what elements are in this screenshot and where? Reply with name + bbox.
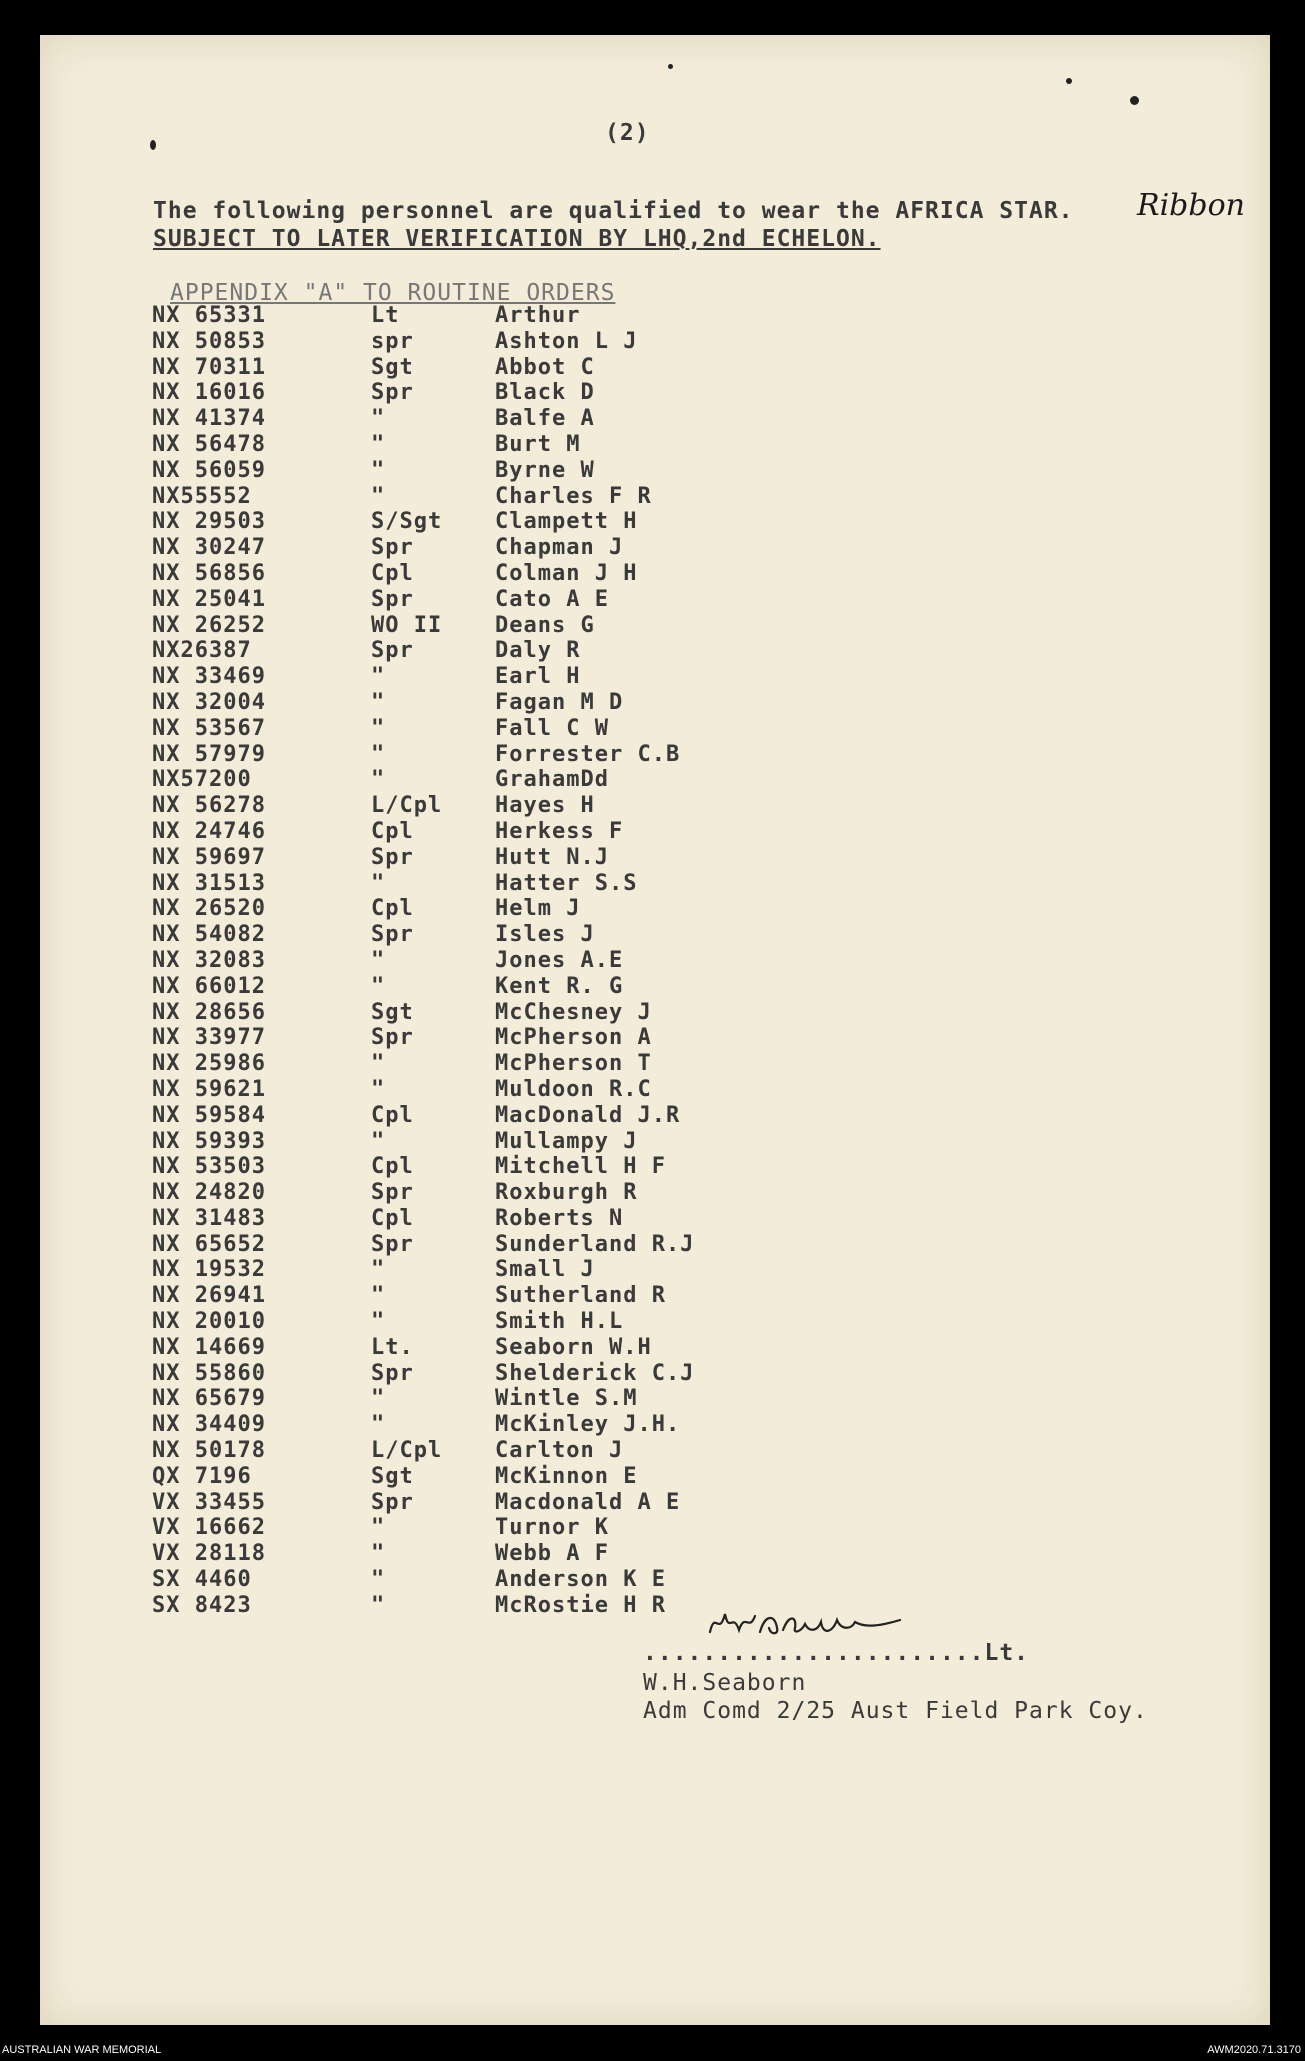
service-number: NX 32083 xyxy=(152,947,266,973)
person-name: Hayes H xyxy=(495,793,595,819)
personnel-row xyxy=(152,664,795,690)
personnel-row xyxy=(152,1541,795,1567)
service-number: NX 53503 xyxy=(152,1154,266,1180)
service-number: NX 55860 xyxy=(152,1360,266,1386)
rank: " xyxy=(371,1541,386,1567)
personnel-row xyxy=(152,1051,795,1077)
person-name: Small J xyxy=(495,1257,595,1283)
person-name: McPherson A xyxy=(495,1025,652,1051)
personnel-row xyxy=(152,922,795,948)
service-number: NX 14669 xyxy=(152,1334,266,1360)
rank: " xyxy=(371,1386,386,1412)
rank: S/Sgt xyxy=(371,509,443,535)
service-number: VX 16662 xyxy=(152,1515,266,1541)
personnel-row xyxy=(152,1386,795,1412)
person-name: Herkess F xyxy=(495,818,624,844)
person-name: Roxburgh R xyxy=(495,1180,638,1206)
service-number: VX 28118 xyxy=(152,1541,266,1567)
person-name: Jones A.E xyxy=(495,947,624,973)
rank: Sgt xyxy=(371,999,414,1025)
service-number: NX 30247 xyxy=(152,535,266,561)
rank: Lt xyxy=(371,303,400,328)
ink-speck xyxy=(150,140,156,150)
signature xyxy=(705,1602,905,1647)
rank: " xyxy=(371,1128,386,1154)
rank: Spr xyxy=(371,1025,414,1051)
rank: Spr xyxy=(371,1231,414,1257)
service-number: NX 33469 xyxy=(152,664,266,690)
personnel-row xyxy=(152,1257,795,1283)
service-number: NX 59697 xyxy=(152,844,266,870)
person-name: Seaborn W.H xyxy=(495,1334,652,1360)
intro-line-1: The following personnel are qualified to wear the AFRICA STAR. xyxy=(153,198,1074,224)
ink-speck xyxy=(1066,78,1072,84)
service-number: NX55552 xyxy=(152,483,252,509)
rank: " xyxy=(371,973,386,999)
ink-speck xyxy=(1130,96,1139,105)
service-number: NX 59393 xyxy=(152,1128,266,1154)
service-number: SX 4460 xyxy=(152,1567,252,1593)
rank: Sgt xyxy=(371,1463,414,1489)
personnel-row xyxy=(152,948,795,974)
ink-speck xyxy=(668,64,673,69)
person-name: Fall C W xyxy=(495,715,609,741)
service-number: NX 41374 xyxy=(152,406,266,432)
personnel-row xyxy=(152,767,795,793)
rank: " xyxy=(371,664,386,690)
rank: Spr xyxy=(371,922,414,948)
rank: Spr xyxy=(371,535,414,561)
service-number: NX 26941 xyxy=(152,1283,266,1309)
rank: " xyxy=(371,1051,386,1077)
rank: " xyxy=(371,457,386,483)
rank: " xyxy=(371,947,386,973)
service-number: NX 28656 xyxy=(152,999,266,1025)
person-name: Mullampy J xyxy=(495,1128,638,1154)
handwritten-note: Ribbon xyxy=(1137,188,1245,223)
rank: " xyxy=(371,1592,386,1618)
personnel-list xyxy=(152,303,795,1619)
rank: " xyxy=(371,715,386,741)
personnel-row xyxy=(152,819,795,845)
person-name: Deans G xyxy=(495,612,595,638)
personnel-row xyxy=(152,690,795,716)
person-name: Helm J xyxy=(495,896,581,922)
person-name: Turnor K xyxy=(495,1515,609,1541)
person-name: GrahamDd xyxy=(495,767,609,793)
person-name: Webb A F xyxy=(495,1541,609,1567)
rank: Cpl xyxy=(371,1205,414,1231)
service-number: NX 24820 xyxy=(152,1180,266,1206)
rank: " xyxy=(371,406,386,432)
person-name: Macdonald A E xyxy=(495,1489,681,1515)
service-number: NX 16016 xyxy=(152,380,266,406)
rank: " xyxy=(371,1257,386,1283)
footer-institution: AUSTRALIAN WAR MEMORIAL xyxy=(2,2044,162,2056)
person-name: McKinley J.H. xyxy=(495,1412,681,1438)
service-number: NX 50853 xyxy=(152,328,266,354)
rank: " xyxy=(371,1515,386,1541)
personnel-row xyxy=(152,1567,795,1593)
service-number: VX 33455 xyxy=(152,1489,266,1515)
person-name: Muldoon R.C xyxy=(495,1076,652,1102)
personnel-row xyxy=(152,1335,795,1361)
rank: Cpl xyxy=(371,1102,414,1128)
personnel-row xyxy=(152,1283,795,1309)
rank: L/Cpl xyxy=(371,1438,443,1464)
personnel-row xyxy=(152,742,795,768)
person-name: Carlton J xyxy=(495,1438,624,1464)
personnel-row xyxy=(152,587,795,613)
rank: Spr xyxy=(371,638,414,664)
personnel-row xyxy=(152,355,795,381)
rank: Lt. xyxy=(371,1334,414,1360)
service-number: NX 65331 xyxy=(152,303,266,328)
service-number: NX 56278 xyxy=(152,793,266,819)
rank: " xyxy=(371,1309,386,1335)
rank: " xyxy=(371,741,386,767)
service-number: NX 31483 xyxy=(152,1205,266,1231)
personnel-row xyxy=(152,716,795,742)
signatory-name: W.H.Seaborn xyxy=(643,1670,807,1696)
personnel-row xyxy=(152,974,795,1000)
person-name: Roberts N xyxy=(495,1205,624,1231)
person-name: Anderson K E xyxy=(495,1567,666,1593)
personnel-row xyxy=(152,638,795,664)
service-number: QX 7196 xyxy=(152,1463,252,1489)
service-number: NX 50178 xyxy=(152,1438,266,1464)
service-number: NX 33977 xyxy=(152,1025,266,1051)
service-number: NX 29503 xyxy=(152,509,266,535)
rank: Sgt xyxy=(371,354,414,380)
person-name: MacDonald J.R xyxy=(495,1102,681,1128)
person-name: Charles F R xyxy=(495,483,652,509)
signature-line: .......................Lt. xyxy=(643,1640,1030,1666)
service-number: NX 70311 xyxy=(152,354,266,380)
appendix-heading: APPENDIX "A" TO ROUTINE ORDERS xyxy=(170,280,616,306)
personnel-row xyxy=(152,1025,795,1051)
personnel-row xyxy=(152,380,795,406)
service-number: NX 19532 xyxy=(152,1257,266,1283)
service-number: NX 56059 xyxy=(152,457,266,483)
personnel-row xyxy=(152,432,795,458)
personnel-row xyxy=(152,845,795,871)
service-number: NX 65679 xyxy=(152,1386,266,1412)
personnel-row xyxy=(152,896,795,922)
service-number: NX 59621 xyxy=(152,1076,266,1102)
rank: " xyxy=(371,1412,386,1438)
personnel-row xyxy=(152,1515,795,1541)
personnel-row xyxy=(152,535,795,561)
rank: Spr xyxy=(371,380,414,406)
personnel-row xyxy=(152,1129,795,1155)
person-name: Chapman J xyxy=(495,535,624,561)
rank: L/Cpl xyxy=(371,793,443,819)
person-name: Shelderick C.J xyxy=(495,1360,695,1386)
person-name: Clampett H xyxy=(495,509,638,535)
personnel-row xyxy=(152,329,795,355)
personnel-row xyxy=(152,1154,795,1180)
service-number: NX57200 xyxy=(152,767,252,793)
service-number: NX 32004 xyxy=(152,689,266,715)
person-name: Burt M xyxy=(495,431,581,457)
rank: Spr xyxy=(371,1180,414,1206)
rank: Spr xyxy=(371,1360,414,1386)
person-name: Hutt N.J xyxy=(495,844,609,870)
personnel-row xyxy=(152,484,795,510)
rank: " xyxy=(371,767,386,793)
personnel-row xyxy=(152,1000,795,1026)
rank: Cpl xyxy=(371,896,414,922)
service-number: NX 54082 xyxy=(152,922,266,948)
personnel-row xyxy=(152,1593,795,1619)
service-number: NX 56856 xyxy=(152,560,266,586)
person-name: McPherson T xyxy=(495,1051,652,1077)
service-number: NX 25041 xyxy=(152,586,266,612)
rank: Spr xyxy=(371,586,414,612)
service-number: NX 26520 xyxy=(152,896,266,922)
service-number: NX 31513 xyxy=(152,870,266,896)
rank: spr xyxy=(371,328,414,354)
person-name: Ashton L J xyxy=(495,328,638,354)
personnel-row xyxy=(152,1206,795,1232)
service-number: SX 8423 xyxy=(152,1592,252,1618)
personnel-row xyxy=(152,1490,795,1516)
service-number: NX 26252 xyxy=(152,612,266,638)
personnel-row xyxy=(152,1232,795,1258)
person-name: Mitchell H F xyxy=(495,1154,666,1180)
service-number: NX 56478 xyxy=(152,431,266,457)
personnel-row xyxy=(152,458,795,484)
personnel-row xyxy=(152,1077,795,1103)
personnel-row xyxy=(152,1361,795,1387)
personnel-row xyxy=(152,1180,795,1206)
person-name: Daly R xyxy=(495,638,581,664)
rank: " xyxy=(371,870,386,896)
rank: " xyxy=(371,1283,386,1309)
person-name: Arthur xyxy=(495,303,581,328)
personnel-row xyxy=(152,509,795,535)
rank: Spr xyxy=(371,844,414,870)
personnel-row xyxy=(152,613,795,639)
personnel-row xyxy=(152,1103,795,1129)
person-name: Smith H.L xyxy=(495,1309,624,1335)
person-name: McRostie H R xyxy=(495,1592,666,1618)
service-number: NX 25986 xyxy=(152,1051,266,1077)
service-number: NX 66012 xyxy=(152,973,266,999)
person-name: Colman J H xyxy=(495,560,638,586)
person-name: McKinnon E xyxy=(495,1463,638,1489)
person-name: Sunderland R.J xyxy=(495,1231,695,1257)
person-name: Balfe A xyxy=(495,406,595,432)
personnel-row xyxy=(152,871,795,897)
personnel-row xyxy=(152,303,795,329)
person-name: Fagan M D xyxy=(495,689,624,715)
service-number: NX 59584 xyxy=(152,1102,266,1128)
person-name: Forrester C.B xyxy=(495,741,681,767)
person-name: Sutherland R xyxy=(495,1283,666,1309)
service-number: NX 53567 xyxy=(152,715,266,741)
person-name: Black D xyxy=(495,380,595,406)
personnel-row xyxy=(152,1464,795,1490)
signatory-role: Adm Comd 2/25 Aust Field Park Coy. xyxy=(643,1698,1148,1724)
person-name: Byrne W xyxy=(495,457,595,483)
personnel-row xyxy=(152,1412,795,1438)
footer-reference: AWM2020.71.3170 xyxy=(1207,2044,1301,2056)
personnel-row xyxy=(152,561,795,587)
page-number: (2) xyxy=(605,120,650,146)
service-number: NX26387 xyxy=(152,638,252,664)
rank: Cpl xyxy=(371,818,414,844)
rank: " xyxy=(371,1567,386,1593)
person-name: Wintle S.M xyxy=(495,1386,638,1412)
service-number: NX 20010 xyxy=(152,1309,266,1335)
rank: " xyxy=(371,431,386,457)
service-number: NX 65652 xyxy=(152,1231,266,1257)
rank: " xyxy=(371,689,386,715)
person-name: Cato A E xyxy=(495,586,609,612)
service-number: NX 34409 xyxy=(152,1412,266,1438)
personnel-row xyxy=(152,1309,795,1335)
rank: Cpl xyxy=(371,560,414,586)
service-number: NX 57979 xyxy=(152,741,266,767)
person-name: Kent R. G xyxy=(495,973,624,999)
personnel-row xyxy=(152,793,795,819)
intro-line-2: SUBJECT TO LATER VERIFICATION BY LHQ,2nd ECHELON. xyxy=(153,226,881,252)
person-name: Isles J xyxy=(495,922,595,948)
rank: Spr xyxy=(371,1489,414,1515)
rank: WO II xyxy=(371,612,443,638)
person-name: Hatter S.S xyxy=(495,870,638,896)
personnel-row xyxy=(152,406,795,432)
rank: " xyxy=(371,483,386,509)
person-name: Abbot C xyxy=(495,354,595,380)
person-name: Earl H xyxy=(495,664,581,690)
rank: " xyxy=(371,1076,386,1102)
personnel-row xyxy=(152,1438,795,1464)
rank: Cpl xyxy=(371,1154,414,1180)
service-number: NX 24746 xyxy=(152,818,266,844)
person-name: McChesney J xyxy=(495,999,652,1025)
